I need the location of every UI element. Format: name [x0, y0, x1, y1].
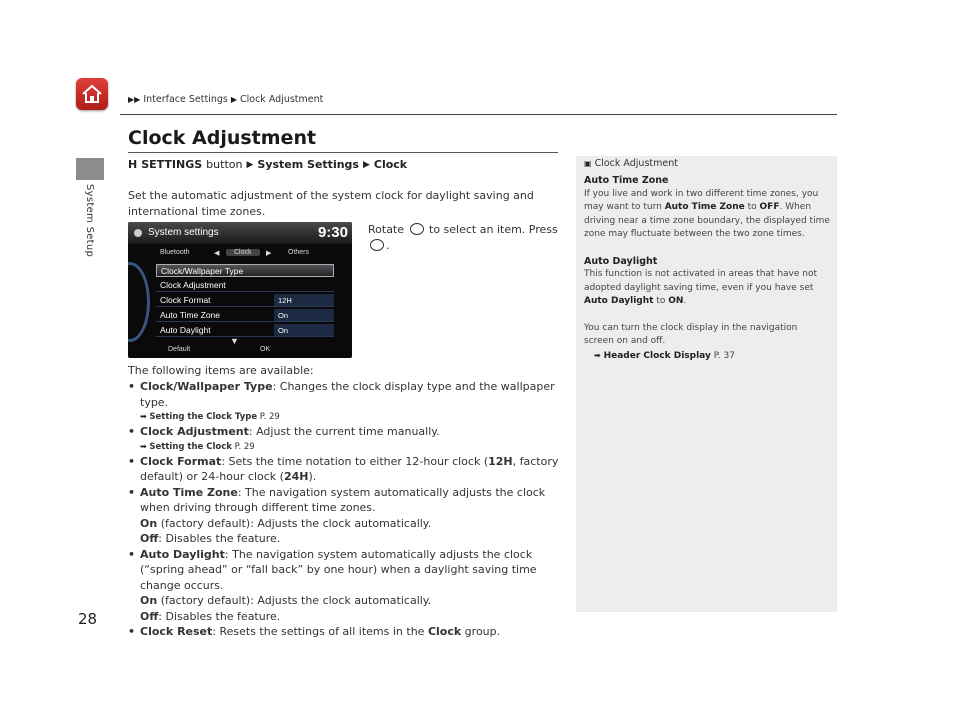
path-settings: SETTINGS [141, 158, 203, 171]
reference-arrow-icon: ➡ [594, 350, 601, 360]
item-desc: ). [308, 470, 317, 483]
note-text: Auto Time Zone [664, 202, 745, 212]
cross-reference[interactable] [584, 349, 830, 364]
screen-item-value: On [274, 324, 334, 336]
screen-title: System settings [148, 227, 219, 238]
path-arrow-icon: ▶ [362, 159, 370, 170]
list-item [128, 454, 568, 485]
item-term: Clock/Wallpaper Type [140, 380, 273, 393]
title-divider [128, 152, 558, 153]
item-desc: : The navigation system automatically adjusts the clock (“spring ahead” or “fall back” by one hour) when a daylight saving time change occurs. [140, 547, 537, 592]
page-number: 28 [78, 610, 98, 628]
note-text: Auto Daylight [584, 296, 654, 306]
interface-dial-icon [410, 223, 424, 235]
menu-path [128, 158, 407, 171]
note-paragraph [584, 188, 830, 242]
reference-title: Setting the Clock [149, 441, 232, 452]
note-text: . [683, 296, 687, 306]
breadcrumb-arrow-icon: ▶ [230, 95, 237, 104]
breadcrumb-item[interactable]: Clock Adjustment [240, 94, 324, 105]
screen-item-label: Auto Daylight [160, 325, 211, 335]
option-line [128, 516, 568, 532]
list-item [128, 379, 568, 410]
screen-item-clock-format[interactable] [156, 294, 334, 307]
option-name: Off [140, 532, 159, 545]
page-title: Clock Adjustment [128, 127, 317, 149]
note-header [584, 158, 678, 169]
screen-item-auto-daylight[interactable] [156, 324, 334, 337]
list-item [128, 547, 568, 594]
screen-arc [128, 262, 150, 342]
item-desc: , factory default) or 24-hour clock ( [140, 454, 559, 483]
item-desc: : Adjust the current time manually. [248, 425, 440, 438]
tab-right-arrow-icon: ▶ [266, 250, 272, 257]
screen-item-auto-time-zone[interactable] [156, 309, 334, 322]
note-text: . When driving near a time zone boundary, the displayed time zone may fluctuate between the two zone times. [584, 202, 830, 239]
reference-page: P. 29 [259, 412, 280, 422]
breadcrumb-arrow-icon: ▶▶ [128, 95, 141, 104]
item-value: 24H [283, 470, 309, 483]
note-body [584, 174, 830, 363]
home-button[interactable] [76, 78, 108, 110]
system-settings-screen [128, 222, 352, 358]
option-line [128, 593, 568, 609]
tab-others[interactable]: Others [288, 249, 310, 256]
list-item [128, 424, 568, 440]
default-button[interactable]: Default [168, 346, 191, 353]
item-term: Clock Format [140, 454, 222, 468]
screen-item-label: Auto Time Zone [160, 310, 221, 320]
item-value: Clock [427, 625, 462, 638]
item-desc: : Sets the time notation to either 12-hour clock ( [221, 454, 489, 468]
note-subheading: Auto Daylight [584, 255, 658, 267]
section-tab [76, 158, 104, 180]
screen-item-value: 12H [274, 294, 334, 306]
screen-header [128, 222, 352, 244]
option-desc: : Disables the feature. [158, 532, 281, 545]
section-label: System Setup [84, 184, 95, 258]
note-text: ON [668, 296, 684, 306]
rotate-text: to select an item. Press [429, 223, 558, 236]
tab-clock[interactable]: Clock [226, 249, 260, 256]
item-desc: : Resets the settings of all items in the [212, 625, 428, 638]
item-term: Auto Daylight [140, 547, 225, 561]
list-item [128, 485, 568, 516]
ok-button[interactable]: OK [260, 346, 271, 353]
item-term: Auto Time Zone [140, 485, 238, 499]
side-note [576, 156, 837, 612]
option-desc: : Disables the feature. [158, 609, 281, 623]
screen-time: 9:30 [317, 224, 348, 241]
option-line [128, 531, 568, 547]
home-icon [81, 83, 103, 105]
item-value: 12H [488, 454, 513, 468]
reference-page: P. 29 [234, 441, 255, 452]
item-term: Clock Reset [140, 625, 213, 638]
header-divider [120, 114, 837, 115]
note-text: If you live and work in two different time zones, you may want to turn [584, 188, 819, 212]
rotate-text: . [386, 239, 390, 252]
path-arrow-icon: ▶ [246, 159, 254, 170]
screen-item-label: Clock Format [160, 295, 211, 305]
rotate-instruction [368, 222, 558, 254]
list-item [128, 624, 568, 640]
rotate-text: Rotate [368, 223, 405, 236]
note-text: to [744, 202, 760, 212]
option-name: Off [140, 609, 159, 623]
path-start: H [128, 158, 138, 171]
cross-reference[interactable] [128, 440, 568, 454]
tab-bluetooth[interactable]: Bluetooth [160, 249, 190, 256]
path-system-settings: System Settings [257, 158, 359, 171]
note-paragraph: You can turn the clock display in the navigation screen on and off. [584, 322, 798, 346]
note-paragraph [584, 268, 830, 309]
screen-tabs [152, 248, 342, 260]
option-line [128, 609, 568, 625]
screen-item-label: Clock/Wallpaper Type [161, 266, 244, 276]
option-name: On [140, 516, 158, 530]
screen-footer [168, 336, 308, 356]
note-text: OFF [759, 202, 780, 212]
screen-item-label: Clock Adjustment [160, 280, 226, 290]
items-intro: The following items are available: [128, 364, 314, 377]
screen-logo-icon [134, 229, 142, 237]
path-clock: Clock [373, 158, 408, 171]
screen-item-value: On [274, 309, 334, 321]
screen-item-clock-adjustment[interactable] [156, 279, 334, 292]
breadcrumb-item[interactable]: Interface Settings [143, 94, 228, 105]
tab-left-arrow-icon: ◀ [214, 250, 220, 257]
reference-title: Header Clock Display [603, 350, 711, 361]
item-desc: : Changes the clock display type and the wallpaper type. [140, 380, 555, 409]
item-term: Clock Adjustment [140, 425, 249, 438]
note-text: This function is not activated in areas that have not adopted daylight saving time, even if you have set [584, 269, 818, 293]
path-button-word: button [206, 158, 243, 171]
screen-item-clock-wallpaper[interactable] [156, 264, 334, 277]
note-title: Clock Adjustment [594, 158, 678, 169]
note-text: to [653, 296, 669, 306]
item-desc: group. [461, 625, 501, 638]
option-name: On [140, 594, 158, 607]
items-list [128, 379, 568, 640]
option-desc: (factory default): Adjusts the clock automatically. [160, 594, 432, 607]
cross-reference[interactable] [128, 410, 568, 424]
item-desc: : The navigation system automatically adjusts the clock when driving through different time zones. [140, 485, 546, 514]
note-subheading: Auto Time Zone [584, 175, 669, 186]
option-desc: (factory default): Adjusts the clock automatically. [160, 516, 432, 530]
note-marker-icon: ▣ [584, 159, 592, 168]
intro-text: Set the automatic adjustment of the system clock for daylight saving and international time zones. [128, 189, 534, 218]
press-dial-icon [370, 239, 384, 251]
reference-title: Setting the Clock Type [149, 412, 258, 422]
reference-page: P. 37 [713, 350, 735, 361]
chevron-down-icon: ▼ [230, 336, 239, 346]
breadcrumb [128, 94, 323, 105]
reference-arrow-icon: ➡ [140, 412, 147, 421]
reference-arrow-icon: ➡ [140, 441, 147, 451]
